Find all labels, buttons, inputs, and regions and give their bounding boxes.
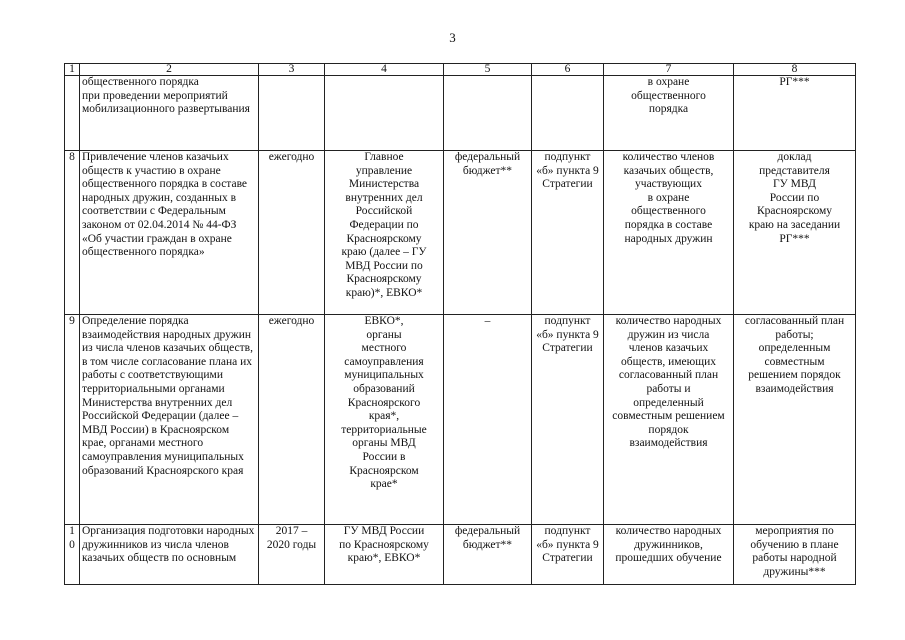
table-header-row [65,64,856,76]
executor-cell [325,76,444,151]
report-cell: мероприятия по обучению в плане работы народной дружины*** [734,525,856,585]
funding-cell [444,76,532,151]
header-cell: 8 [734,64,856,76]
funding-cell: – [444,315,532,525]
row-number-cell: 8 [65,151,80,315]
row-number-cell: 9 [65,315,80,525]
report-cell: доклад представителя ГУ МВД России по Красноярскому краю на заседании РГ*** [734,151,856,315]
header-cell: 6 [532,64,604,76]
report-cell: РГ*** [734,76,856,151]
row-number-cell: 10 [65,525,80,585]
indicator-cell: количество членов казачьих обществ, участвующих в охране общественного порядка в составе народных дружин [604,151,734,315]
basis-cell: подпункт «б» пункта 9 Стратегии [532,315,604,525]
term-cell: ежегодно [259,315,325,525]
funding-cell: федеральный бюджет** [444,525,532,585]
measure-cell: Привлечение членов казачьих обществ к участию в охране общественного порядка в составе народных дружин, созданных в соответствии с Федеральным законом от 02.04.2014 № 44-ФЗ «Об участии граждан в охране общественного порядка» [80,151,259,315]
report-cell: согласованный план работы; определенным совместным решением порядок взаимодействия [734,315,856,525]
funding-cell: федеральный бюджет** [444,151,532,315]
basis-cell: подпункт «б» пункта 9 Стратегии [532,525,604,585]
term-cell: ежегодно [259,151,325,315]
measure-cell: Определение порядка взаимодействия народных дружин из числа членов казачьих обществ, в том числе согласование плана их работы с соответствующими территориальными органами Министерства внутренних дел Российской Федерации (далее – МВД России) в Красноярском крае, органами местного самоуправления муниципальных образований Красноярского края [80,315,259,525]
term-cell [259,76,325,151]
term-cell: 2017 – 2020 годы [259,525,325,585]
measure-cell: общественного порядка при проведении мероприятий мобилизационного развертывания [80,76,259,151]
table-row [65,525,856,585]
header-cell: 3 [259,64,325,76]
table-row [65,315,856,525]
header-cell: 2 [80,64,259,76]
basis-cell [532,76,604,151]
header-cell: 5 [444,64,532,76]
table-row [65,151,856,315]
executor-cell: Главное управление Министерства внутренних дел Российской Федерации по Красноярскому краю (далее – ГУ МВД России по Красноярскому краю)*, ЕВКО* [325,151,444,315]
indicator-cell: в охране общественного порядка [604,76,734,151]
basis-cell: подпункт «б» пункта 9 Стратегии [532,151,604,315]
header-cell: 1 [65,64,80,76]
measure-cell: Организация подготовки народных дружинников из числа членов казачьих обществ по основным [80,525,259,585]
header-cell: 7 [604,64,734,76]
measures-table [64,63,856,585]
indicator-cell: количество народных дружин из числа членов казачьих обществ, имеющих согласованный план работы и определенный совместным решением порядок взаимодействия [604,315,734,525]
executor-cell: ЕВКО*, органы местного самоуправления муниципальных образований Красноярского края*, территориальные органы МВД России в Красноярском крае* [325,315,444,525]
executor-cell: ГУ МВД России по Красноярскому краю*, ЕВКО* [325,525,444,585]
table-row [65,76,856,151]
page-number: 3 [449,30,456,45]
row-number-cell [65,76,80,151]
indicator-cell: количество народных дружинников, прошедших обучение [604,525,734,585]
header-cell: 4 [325,64,444,76]
